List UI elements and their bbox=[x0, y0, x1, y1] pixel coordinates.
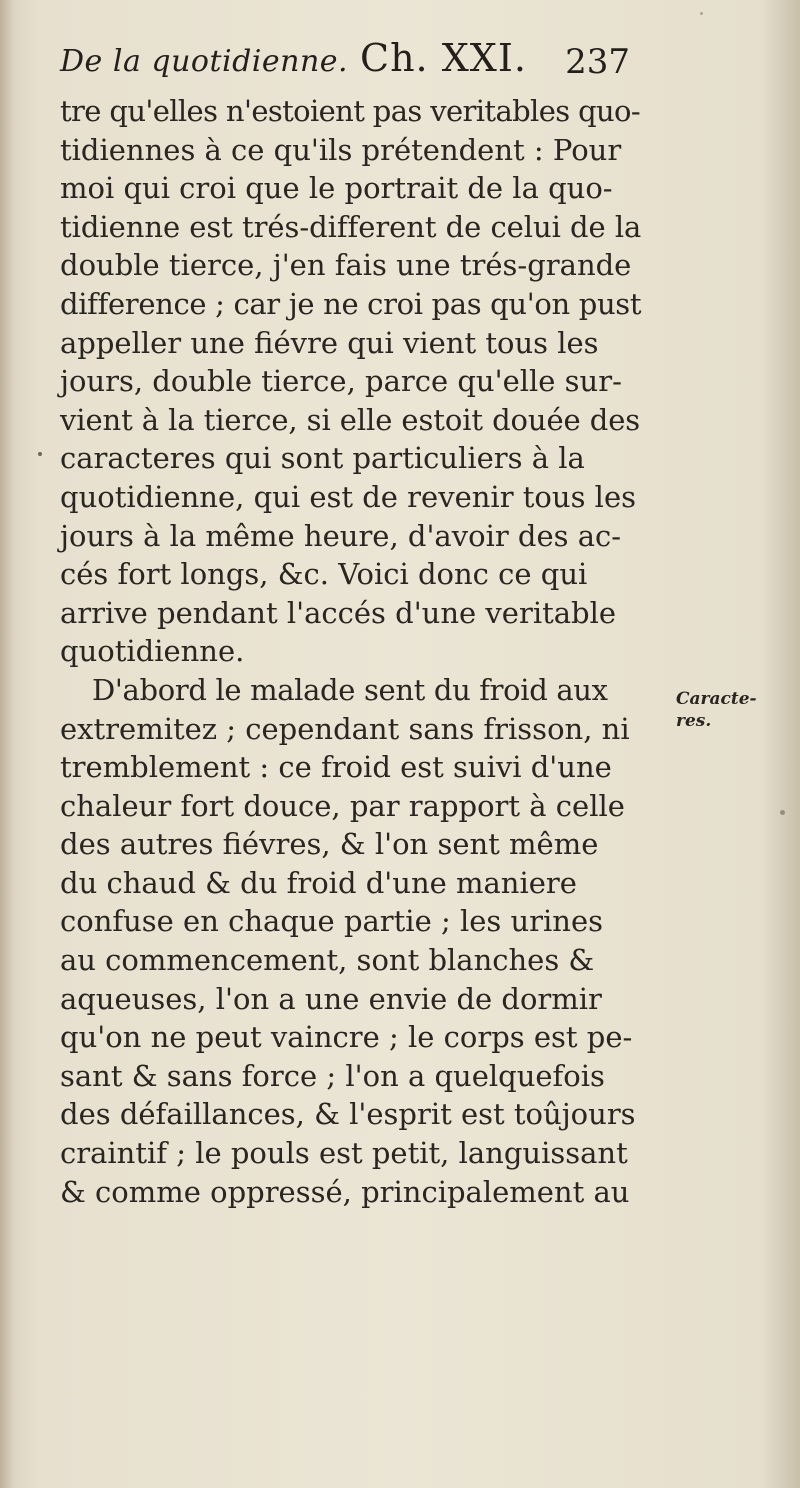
text-line: tremblement : ce froid est suivi d'une bbox=[60, 750, 612, 785]
text-line: qu'on ne peut vaincre ; le corps est pe- bbox=[60, 1020, 633, 1055]
page-gutter-shadow bbox=[0, 0, 14, 1488]
text-line: appeller une fiévre qui vient tous les bbox=[60, 325, 599, 360]
paragraph-start-line: D'abord le malade sent du froid aux bbox=[92, 672, 608, 707]
text-line: tidiennes à ce qu'ils prétendent : Pour bbox=[60, 132, 622, 167]
margin-note bbox=[676, 688, 766, 732]
text-line: moi qui croi que le portrait de la quo- bbox=[60, 171, 613, 206]
text-line: arrive pendant l'accés d'une veritable bbox=[60, 595, 617, 630]
text-line: caracteres qui sont particuliers à la bbox=[60, 441, 585, 476]
text-line: des autres fiévres, & l'on sent même bbox=[60, 827, 599, 862]
text-line: jours à la même heure, d'avoir des ac- bbox=[60, 518, 622, 553]
running-title: De la quotidienne. bbox=[60, 44, 349, 79]
chapter-label: Ch. XXI. bbox=[360, 36, 527, 80]
body-text bbox=[60, 92, 640, 1211]
text-line: au commencement, sont blanches & bbox=[60, 943, 595, 978]
text-line: du chaud & du froid d'une maniere bbox=[60, 865, 577, 900]
text-line: sant & sans force ; l'on a quelquefois bbox=[60, 1058, 605, 1093]
paper-speck bbox=[38, 452, 42, 456]
text-line: tre qu'elles n'estoient pas veritables quo- bbox=[60, 94, 641, 128]
text-line: confuse en chaque partie ; les urines bbox=[60, 904, 604, 939]
paper-speck bbox=[700, 12, 703, 15]
text-line: craintif ; le pouls est petit, languissant bbox=[60, 1136, 628, 1171]
margin-note-line: res. bbox=[676, 711, 712, 731]
text-line: des défaillances, & l'esprit est toûjours bbox=[60, 1097, 636, 1132]
running-header bbox=[60, 36, 630, 96]
text-line: extremitez ; cependant sans frisson, ni bbox=[60, 711, 630, 746]
text-line: quotidienne. bbox=[60, 634, 245, 669]
margin-note-line: Caracte- bbox=[676, 689, 757, 709]
text-line: jours, double tierce, parce qu'elle sur- bbox=[60, 364, 622, 399]
text-line: aqueuses, l'on a une envie de dormir bbox=[60, 981, 602, 1016]
text-line: double tierce, j'en fais une trés-grande bbox=[60, 248, 632, 283]
paper-speck bbox=[780, 810, 785, 815]
text-line: vient à la tierce, si elle estoit douée des bbox=[60, 402, 641, 437]
text-line: quotidienne, qui est de revenir tous les bbox=[60, 479, 636, 514]
text-line: tidienne est trés-different de celui de la bbox=[60, 209, 642, 244]
text-line: & comme oppressé, principalement au bbox=[60, 1174, 630, 1209]
page-edge bbox=[764, 0, 800, 1488]
text-line: chaleur fort douce, par rapport à celle bbox=[60, 788, 625, 823]
page-number: 237 bbox=[565, 42, 630, 82]
text-line: cés fort longs, &c. Voici donc ce qui bbox=[60, 557, 588, 592]
text-line: difference ; car je ne croi pas qu'on pust bbox=[60, 286, 642, 321]
